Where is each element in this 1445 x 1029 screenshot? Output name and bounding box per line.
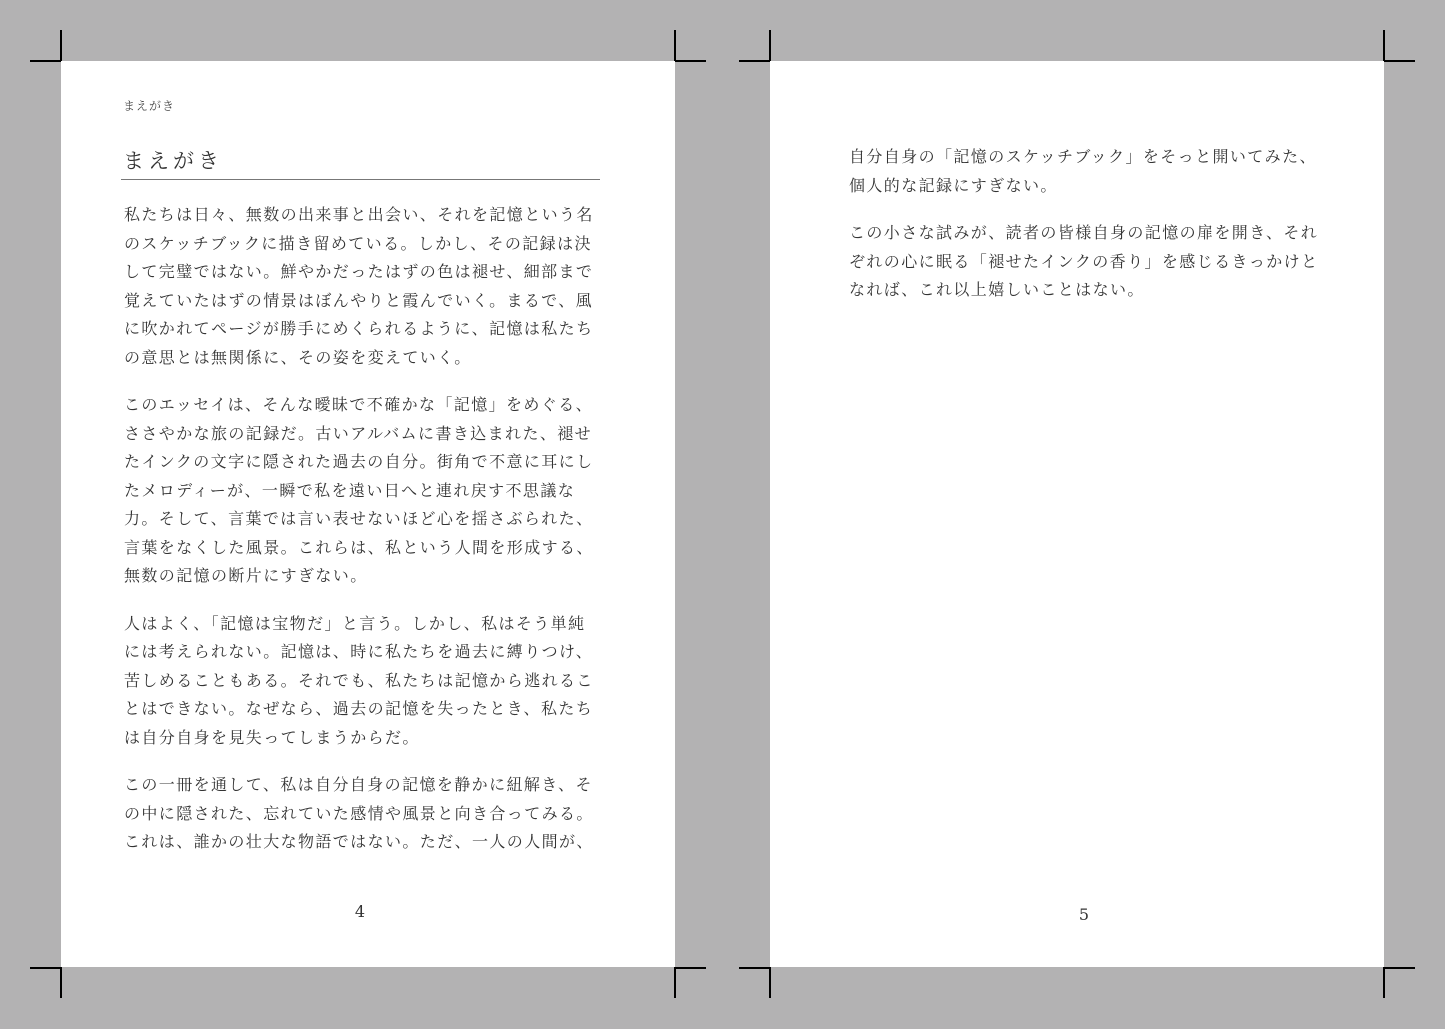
paragraph: 人はよく、「記憶は宝物だ」と言う。しかし、私はそう単純には考えられない。記憶は、時に私たちを過去に縛りつけ、苦しめることもある。それでも、私たちは記憶から逃れることはできない。なぜなら、過去の記憶を失ったとき、私たちは自分自身を見失ってしまうからだ。 [124,613,594,747]
crop-mark [60,967,62,998]
crop-mark [30,60,61,62]
running-head: まえがき [123,99,176,113]
paragraph: 自分自身の「記憶のスケッチブック」をそっと開いてみた、個人的な記録にすぎない。 [849,147,1317,195]
page-number: 4 [354,902,366,921]
crop-mark [675,60,706,62]
crop-mark [1383,30,1385,61]
crop-mark [769,30,771,61]
left-page [61,61,675,967]
crop-mark [1383,967,1385,998]
crop-mark [1384,60,1415,62]
crop-mark [674,30,676,61]
crop-mark [675,967,706,969]
crop-mark [60,30,62,61]
page-number: 5 [1078,905,1090,924]
paragraph: 私たちは日々、無数の出来事と出会い、それを記憶という名のスケッチブックに描き留めている。しかし、その記録は決して完璧ではない。鮮やかだったはずの色は褪せ、細部まで覚えていたはずの情景はぼんやりと霞んでいく。まるで、風に吹かれてページが勝手にめくられるように、記憶は私たちの意思とは無関係に、その姿を変えていく。 [124,205,594,367]
right-page [770,61,1384,967]
crop-mark [739,967,770,969]
title-underline [121,179,600,180]
paragraph: この小さな試みが、読者の皆様自身の記憶の扉を開き、それぞれの心に眠る「褪せたインクの香り」を感じるきっかけとなれば、これ以上嬉しいことはない。 [849,223,1319,299]
crop-mark [674,967,676,998]
crop-mark [1384,967,1415,969]
crop-mark [739,60,770,62]
paragraph: このエッセイは、そんな曖昧で不確かな「記憶」をめぐる、ささやかな旅の記録だ。古いアルバムに書き込まれた、褪せたインクの文字に隠された過去の自分。街角で不意に耳にしたメロディーが、一瞬で私を遠い日へと連れ戻す不思議な力。そして、言葉では言い表せないほど心を揺さぶられた、言葉をなくした風景。これらは、私という人間を形成する、無数の記憶の断片にすぎない。 [124,395,594,585]
left-page-body [124,201,594,876]
paragraph: この一冊を通して、私は自分自身の記憶を静かに紐解き、その中に隠された、忘れていた感情や風景と向き合ってみる。これは、誰かの壮大な物語ではない。ただ、一人の人間が、 [124,775,594,851]
chapter-title: まえがき [123,149,223,173]
crop-mark [30,967,61,969]
crop-mark [769,967,771,998]
right-page-body [849,143,1319,324]
